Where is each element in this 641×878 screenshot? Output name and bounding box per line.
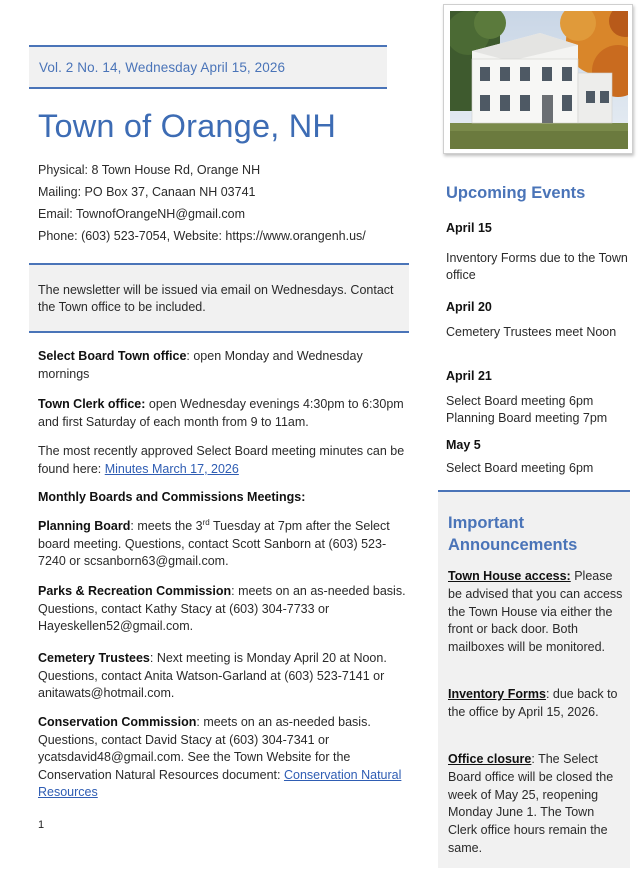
- planning-sup: rd: [202, 517, 210, 527]
- minutes-text: The most recently approved Select Board meeting minutes can be found here:: [38, 444, 405, 476]
- event-date: May 5: [446, 438, 481, 452]
- newsletter-notice-text: The newsletter will be issued via email on Wednesdays. Contact the Town office to be included.: [38, 283, 394, 314]
- town-house-photo: [443, 4, 633, 154]
- email-address: Email: TownofOrangeNH@gmail.com: [38, 207, 245, 221]
- monthly-heading: Monthly Boards and Commissions Meetings:: [38, 490, 306, 504]
- cemetery-text: : Next meeting is Monday April 20 at Noon. Questions, contact Anita Watson-Garland at (603) 523-7141 or anitawats@hotmail.com.: [38, 651, 387, 700]
- event-text: Select Board meeting 6pm Planning Board meeting 7pm: [446, 394, 608, 425]
- planning-text-a: : meets the 3: [130, 519, 203, 533]
- parks-recreation: [38, 583, 406, 636]
- cemetery-trustees: [38, 650, 406, 703]
- newsletter-notice: [29, 263, 409, 333]
- cemetery-label: Cemetery Trustees: [38, 651, 150, 665]
- monthly-meetings-heading: [38, 489, 406, 507]
- minutes-paragraph: [38, 443, 406, 478]
- announcement-text: : The Select Board office will be closed the week of May 25, reopening Monday June 1. The Town Clerk office hours remain the same.: [448, 752, 614, 855]
- event-date: April 21: [446, 369, 492, 383]
- event-date: April 20: [446, 300, 492, 314]
- parks-label: Parks & Recreation Commission: [38, 584, 232, 598]
- town-clerk-office: [38, 396, 406, 431]
- announcement-label: Inventory Forms: [448, 687, 546, 701]
- announcements-heading: Important Announcements: [448, 514, 578, 554]
- physical-address: Physical: 8 Town House Rd, Orange NH: [38, 163, 261, 177]
- announcement-item: [448, 686, 626, 722]
- page-title: Town of Orange, NH: [38, 108, 337, 144]
- minutes-link[interactable]: Minutes March 17, 2026: [104, 461, 239, 476]
- events-heading: Upcoming Events: [446, 184, 586, 202]
- mailing-address: Mailing: PO Box 37, Canaan NH 03741: [38, 185, 256, 199]
- conservation-commission: [38, 714, 406, 802]
- planning-label: Planning Board: [38, 519, 131, 533]
- town-clerk-text: open Wednesday evenings 4:30pm to 6:30pm and first Saturday of each month from 9 to 11am.: [38, 397, 404, 429]
- announcement-text: : due back to the office by April 15, 2026.: [448, 687, 618, 719]
- event-text: Select Board meeting 6pm: [446, 461, 594, 475]
- planning-board: [38, 518, 406, 571]
- planning-text-b: Tuesday at 7pm after the Select board meeting. Questions, contact Scott Sanborn at (603) 523-7240 or scsanborn63@gmail.com.: [38, 519, 390, 568]
- announcement-label: Office closure: [448, 752, 532, 766]
- town-house-image: [450, 11, 628, 149]
- conservation-label: Conservation Commission: [38, 715, 197, 729]
- announcement-label: Town House access:: [448, 569, 571, 583]
- issue-line: Vol. 2 No. 14, Wednesday April 15, 2026: [39, 60, 286, 75]
- select-board-office: [38, 348, 406, 383]
- announcement-item: [448, 751, 626, 858]
- event-date: April 15: [446, 221, 492, 235]
- select-board-label: Select Board Town office: [38, 349, 187, 363]
- conservation-link[interactable]: Conservation Natural Resources: [38, 767, 402, 799]
- announcement-text: Please be advised that you can access the Town House via either the front or back door. Both mailboxes will be monitored.: [448, 569, 623, 655]
- town-clerk-label: Town Clerk office:: [38, 397, 146, 411]
- event-text: Inventory Forms due to the Town office: [446, 251, 628, 282]
- announcement-item: [448, 568, 626, 657]
- announcements-box: [438, 490, 630, 868]
- phone-website: Phone: (603) 523-7054, Website: https://www.orangenh.us/: [38, 229, 366, 243]
- select-board-text: : open Monday and Wednesday mornings: [38, 349, 363, 381]
- event-text: Cemetery Trustees meet Noon: [446, 325, 617, 339]
- parks-text: : meets on an as-needed basis. Questions, contact Kathy Stacy at (603) 304-7733 or Hayeskellen52@gmail.com.: [38, 584, 406, 633]
- page-number: 1: [38, 819, 45, 831]
- conservation-text: : meets on an as-needed basis. Questions, contact David Stacy at (603) 304-7341 or ycatsdavid48@gmail.com. See the Town Website for the Conservation Natural Resources document:: [38, 715, 371, 782]
- issue-banner: [29, 45, 387, 89]
